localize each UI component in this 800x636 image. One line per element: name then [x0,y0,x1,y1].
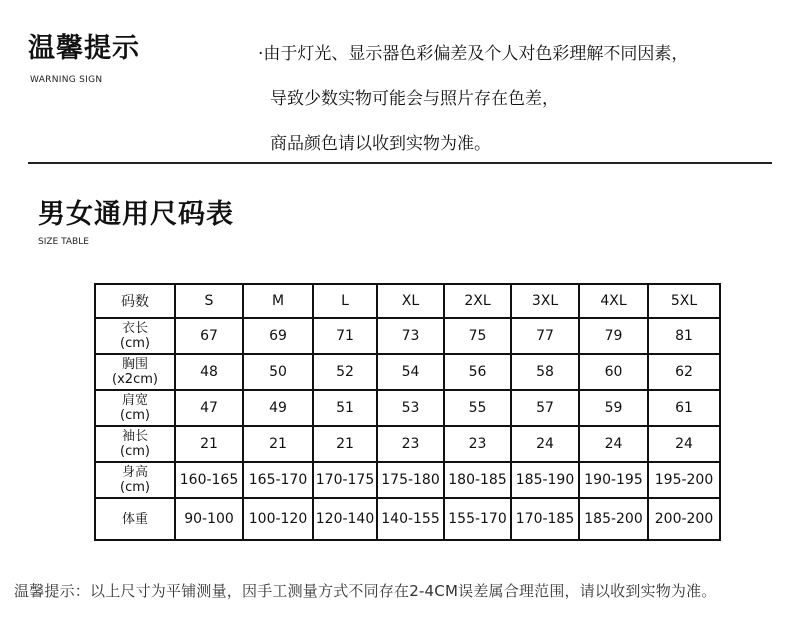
size-table-title: 男女通用尺码表 [38,199,234,230]
row-unit: (cm) [120,336,150,351]
table-cell: 21 [243,426,313,462]
row-name: 衣长 [121,321,148,336]
row-unit: (cm) [120,444,150,459]
table-cell: 180-185 [444,462,511,498]
row-name: 胸围 [121,357,148,372]
row-header [95,318,175,354]
table-cell: 24 [579,426,648,462]
size-header: 3XL [511,284,579,318]
table-cell: 23 [444,426,511,462]
table-cell: 160-165 [175,462,243,498]
table-cell: 185-190 [511,462,579,498]
table-cell: 60 [579,354,648,390]
table-cell: 54 [377,354,444,390]
table-cell: 71 [313,318,377,354]
table-cell: 62 [648,354,720,390]
table-cell: 55 [444,390,511,426]
table-cell: 73 [377,318,444,354]
table-cell: 56 [444,354,511,390]
table-cell: 49 [243,390,313,426]
table-cell: 170-175 [313,462,377,498]
table-cell: 75 [444,318,511,354]
table-cell: 69 [243,318,313,354]
table-cell: 170-185 [511,498,579,540]
table-row [95,462,720,498]
warning-title: 温馨提示 [28,33,140,64]
table-cell: 53 [377,390,444,426]
size-header: M [243,284,313,318]
table-cell: 58 [511,354,579,390]
section-divider [28,162,772,164]
size-header: 2XL [444,284,511,318]
size-header: XL [377,284,444,318]
warning-line: 导致少数实物可能会与照片存在色差， [270,89,559,109]
header-label: 码数 [95,284,175,318]
footnote: 温馨提示：以上尺寸为平铺测量，因手工测量方式不同存在2-4CM误差属合理范围，请以收到实物为准。 [14,582,717,600]
table-cell: 195-200 [648,462,720,498]
table-cell: 120-140 [313,498,377,540]
table-cell: 155-170 [444,498,511,540]
table-cell: 140-155 [377,498,444,540]
table-cell: 185-200 [579,498,648,540]
table-cell: 200-200 [648,498,720,540]
warning-text [258,32,688,167]
table-cell: 57 [511,390,579,426]
size-header: 4XL [579,284,648,318]
table-cell: 51 [313,390,377,426]
row-header [95,354,175,390]
table-cell: 165-170 [243,462,313,498]
size-header: S [175,284,243,318]
size-table [94,283,721,541]
table-cell: 24 [511,426,579,462]
table-cell: 48 [175,354,243,390]
table-row [95,390,720,426]
table-cell: 21 [313,426,377,462]
row-name: 袖长 [121,429,148,444]
table-header-row [95,284,720,318]
table-row [95,318,720,354]
table-cell: 100-120 [243,498,313,540]
size-header: L [313,284,377,318]
table-cell: 77 [511,318,579,354]
table-cell: 90-100 [175,498,243,540]
row-name: 体重 [121,511,148,527]
warning-line: ·由于灯光、显示器色彩偏差及个人对色彩理解不同因素， [258,44,689,64]
table-cell: 61 [648,390,720,426]
row-name: 身高 [121,465,148,480]
table-cell: 79 [579,318,648,354]
table-cell: 21 [175,426,243,462]
row-name: 肩宽 [121,393,148,408]
table-cell: 24 [648,426,720,462]
table-cell: 175-180 [377,462,444,498]
table-cell: 59 [579,390,648,426]
table-cell: 50 [243,354,313,390]
size-table-subtitle: SIZE TABLE [38,237,89,247]
table-cell: 67 [175,318,243,354]
row-unit: (cm) [120,408,150,423]
row-unit: (x2cm) [112,372,158,387]
table-row [95,426,720,462]
warning-line: 商品颜色请以收到实物为准。 [270,134,491,154]
row-header [95,390,175,426]
table-cell: 190-195 [579,462,648,498]
table-cell: 47 [175,390,243,426]
row-header [95,498,175,540]
row-unit: (cm) [120,480,150,495]
table-row [95,354,720,390]
table-cell: 23 [377,426,444,462]
size-header: 5XL [648,284,720,318]
row-header [95,462,175,498]
table-cell: 81 [648,318,720,354]
table-row [95,498,720,540]
table-cell: 52 [313,354,377,390]
warning-subtitle: WARNING SIGN [30,75,103,85]
row-header [95,426,175,462]
